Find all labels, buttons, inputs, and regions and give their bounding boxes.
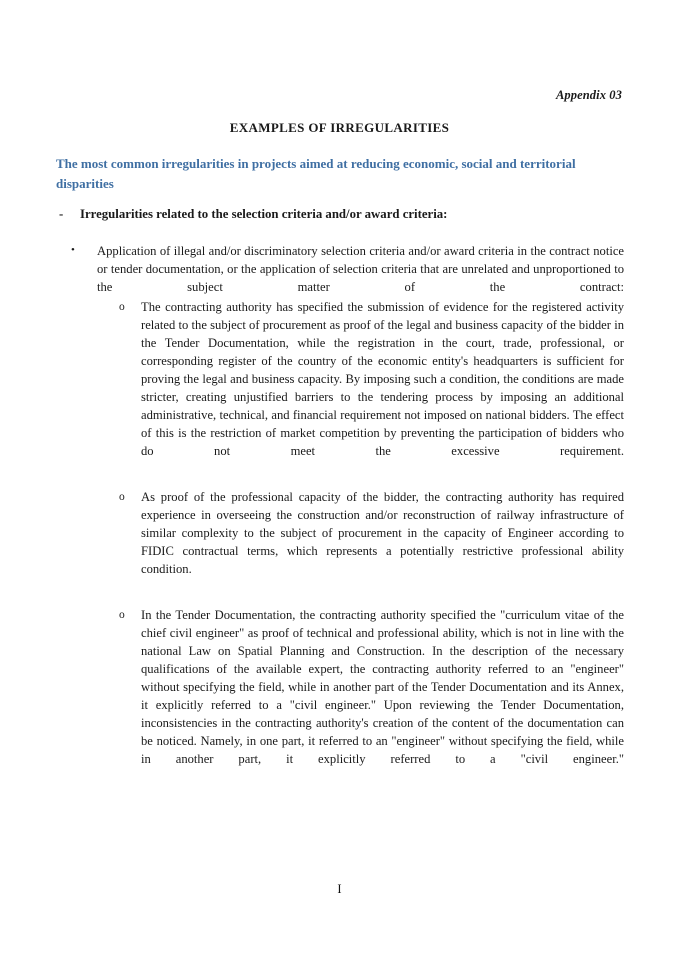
appendix-label: Appendix 03 (555, 88, 622, 102)
footer-page-number: I (337, 882, 342, 896)
circle-bullet-marker-icon: o (119, 491, 125, 503)
bullet-paragraph-text: Application of illegal and/or discriminatory selection criteria and/or award criteria in the contract notice or tender documentation, or the application of selection criteria that are unrelated and unproportioned to the subject matter of the contract: (97, 244, 624, 294)
list-item-text: In the Tender Documentation, the contracting authority specified the "curriculum vitae of the chief civil engineer" as proof of technical and professional ability, which is not in line with the national Law on Spatial Planning and Construction. In the description of the necessary qualifications of the available expert, the contracting authority referred to an "engineer" without specifying the field, while in another part of the Tender Documentation and its Annex, it explicitly referred to a "civil engineer." Upon reviewing the Tender Documentation, inconsistencies in the contracting authority's creation of the content of the documentation can be noticed. Namely, in one part, it referred to an "engineer" without specifying the field, while in another part, it explicitly referred to a "civil engineer." (141, 608, 624, 766)
list-item (56, 298, 624, 478)
page-title: EXAMPLES OF IRREGULARITIES (229, 120, 450, 135)
dash-marker: - (59, 207, 64, 221)
list-item-text: The contracting authority has specified the submission of evidence for the registered activity related to the subject of procurement as proof of the legal and business capacity of the bidder in the Tender Documentation, while the registration in the court, trade, professional, or corresponding register of the country of the economic entity's headquarters is sufficient for proving the legal and business capacity. By imposing such a condition, the conditions are made stricter, creating unjustified barriers to the tendering process by imposing an additional administrative, technical, and financial requirement not imposed on national bidders. The effect of this is the restriction of market competition by preventing the participation of bidders who do not meet the excessive requirement. (141, 300, 624, 458)
bullet-marker-icon: • (71, 244, 75, 256)
list-item-text: As proof of the professional capacity of the bidder, the contracting authority has required experience in overseeing the construction and/or reconstruction of railway infrastructure of similar complexity to the subject of procurement in the capacity of Engineer according to FIDIC contractual terms, which represents a potentially restrictive professional ability condition. (141, 490, 624, 576)
list-item (56, 488, 624, 596)
list-item (56, 606, 624, 786)
subtitle-heading: The most common irregularities in projects aimed at reducing economic, social and territorial disparities (56, 156, 576, 191)
circle-bullet-marker-icon: o (119, 301, 125, 313)
section-heading (56, 205, 624, 223)
sub-bullet-list (56, 298, 624, 796)
section-heading-text: Irregularities related to the selection criteria and/or award criteria: (80, 207, 448, 221)
circle-bullet-marker-icon: o (119, 609, 125, 621)
